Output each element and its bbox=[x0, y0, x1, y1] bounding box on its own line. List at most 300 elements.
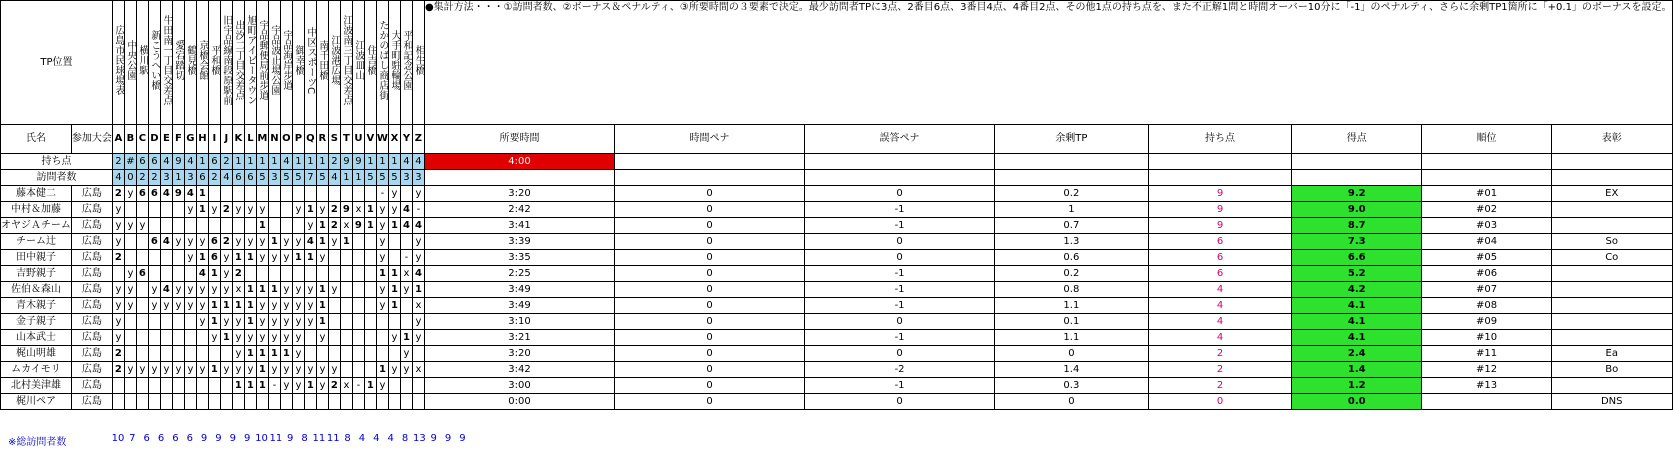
visit-cell bbox=[364, 250, 376, 266]
visit-cell bbox=[136, 314, 148, 330]
visit-cell bbox=[328, 394, 340, 410]
visit-cell: y bbox=[184, 282, 196, 298]
visitors-cell: 2 bbox=[136, 170, 148, 186]
visit-cell bbox=[160, 314, 172, 330]
spot-name-u bbox=[352, 1, 364, 125]
visit-cell: 1 bbox=[244, 346, 256, 362]
visit-cell: 9 bbox=[172, 186, 184, 202]
visit-cell: 4 bbox=[160, 282, 172, 298]
visit-cell bbox=[340, 298, 352, 314]
footer-total-value: 13 bbox=[412, 433, 426, 444]
visit-cell: y bbox=[328, 362, 340, 378]
points-cell: 1 bbox=[256, 154, 268, 170]
visit-cell: 1 bbox=[388, 282, 400, 298]
participant-name: オヤジＡチーム bbox=[1, 218, 72, 234]
visit-cell: 1 bbox=[220, 330, 232, 346]
visit-cell bbox=[220, 218, 232, 234]
visitors-cell: 5 bbox=[316, 170, 328, 186]
participant-name: 佐伯＆森山 bbox=[1, 282, 72, 298]
visit-cell bbox=[364, 234, 376, 250]
visit-cell: y bbox=[124, 282, 136, 298]
footer-total-value: 9 bbox=[444, 433, 452, 444]
points-cell: 2 bbox=[220, 154, 232, 170]
table-row bbox=[1, 378, 1673, 394]
visit-cell: y bbox=[256, 234, 268, 250]
visit-cell bbox=[184, 394, 196, 410]
score-cell: 4.2 bbox=[1292, 282, 1422, 298]
score-cell: 0.0 bbox=[1292, 394, 1422, 410]
time-cell: 2:42 bbox=[424, 202, 614, 218]
visitors-cell: 7 bbox=[304, 170, 316, 186]
spot-name-text: 江波皿山 bbox=[352, 40, 364, 80]
visit-cell bbox=[184, 330, 196, 346]
visit-cell bbox=[328, 266, 340, 282]
points-total-cell: 4 bbox=[1148, 282, 1292, 298]
visit-cell bbox=[400, 314, 412, 330]
spot-name-text: 中区スポーツC bbox=[304, 26, 316, 94]
time-cell: 3:10 bbox=[424, 314, 614, 330]
visit-cell: 4 bbox=[160, 234, 172, 250]
visit-cell bbox=[112, 266, 124, 282]
footer-total-value: 9 bbox=[229, 433, 236, 444]
visit-cell bbox=[352, 266, 364, 282]
blank-cell bbox=[995, 154, 1149, 170]
spot-code-q: Q bbox=[304, 125, 316, 154]
points-cell: 1 bbox=[376, 154, 388, 170]
spot-code-r: R bbox=[316, 125, 328, 154]
visit-cell bbox=[184, 266, 196, 282]
blank-cell bbox=[805, 154, 995, 170]
spot-code-v: V bbox=[364, 125, 376, 154]
time-penalty-cell: 0 bbox=[614, 298, 804, 314]
visit-cell bbox=[124, 250, 136, 266]
table-row bbox=[1, 266, 1673, 282]
time-cell: 3:41 bbox=[424, 218, 614, 234]
footer-totals bbox=[0, 432, 760, 449]
points-total-cell: 0 bbox=[1148, 394, 1292, 410]
visit-cell: 4 bbox=[412, 266, 424, 282]
name-header: 氏名 bbox=[1, 125, 72, 154]
visit-cell: y bbox=[412, 314, 424, 330]
visit-cell bbox=[268, 394, 280, 410]
visit-cell: 1 bbox=[268, 234, 280, 250]
visit-cell: y bbox=[220, 266, 232, 282]
score-cell: 1.4 bbox=[1292, 362, 1422, 378]
visit-cell bbox=[160, 378, 172, 394]
time-cell: 3:49 bbox=[424, 298, 614, 314]
spot-name-text: 牛田南一丁目交差点 bbox=[160, 15, 172, 105]
entry-cell: 広島 bbox=[71, 378, 112, 394]
spot-name-text: 御幸橋 bbox=[292, 45, 304, 75]
spot-name-m bbox=[256, 1, 268, 125]
points-cell: 1 bbox=[364, 154, 376, 170]
footer-total-value: 9 bbox=[287, 433, 294, 444]
award-header: 表彰 bbox=[1551, 125, 1672, 154]
visit-cell: y bbox=[292, 298, 304, 314]
visit-cell: y bbox=[388, 362, 400, 378]
visit-cell: 1 bbox=[220, 298, 232, 314]
visit-cell: y bbox=[112, 234, 124, 250]
visit-cell: 1 bbox=[196, 202, 208, 218]
visitors-cell: 3 bbox=[160, 170, 172, 186]
visit-cell: y bbox=[184, 362, 196, 378]
visit-cell: y bbox=[292, 202, 304, 218]
visit-cell: y bbox=[244, 330, 256, 346]
visit-cell bbox=[136, 202, 148, 218]
table-row bbox=[1, 234, 1673, 250]
spot-name-y bbox=[400, 1, 412, 125]
visit-cell: y bbox=[376, 250, 388, 266]
visit-cell: y bbox=[316, 250, 328, 266]
visit-cell: y bbox=[184, 202, 196, 218]
table-row bbox=[1, 346, 1673, 362]
spot-name-text: 中央公園 bbox=[124, 40, 136, 80]
visit-cell: 1 bbox=[400, 330, 412, 346]
footer-total-value: 8 bbox=[401, 433, 409, 444]
visit-cell bbox=[364, 266, 376, 282]
visit-cell: y bbox=[112, 298, 124, 314]
spot-code-e: E bbox=[160, 125, 172, 154]
visit-cell: 1 bbox=[268, 346, 280, 362]
wrong-penalty-cell: -1 bbox=[805, 202, 995, 218]
footer-total-value: 10 bbox=[255, 433, 268, 444]
participant-name: ムカイモリ bbox=[1, 362, 72, 378]
visit-cell: y bbox=[304, 282, 316, 298]
visit-cell: y bbox=[376, 202, 388, 218]
table-row bbox=[1, 282, 1673, 298]
visit-cell bbox=[172, 330, 184, 346]
visit-cell: y bbox=[148, 282, 160, 298]
spot-name-v bbox=[364, 1, 376, 125]
visit-cell bbox=[160, 202, 172, 218]
visit-cell: y bbox=[124, 218, 136, 234]
rank-cell: #09 bbox=[1422, 314, 1552, 330]
footer-total-value: 9 bbox=[430, 433, 437, 444]
score-cell: 1.2 bbox=[1292, 378, 1422, 394]
spot-name-text: 京橋会館 bbox=[196, 40, 208, 80]
visit-cell bbox=[160, 330, 172, 346]
visit-cell bbox=[196, 346, 208, 362]
spot-name-d bbox=[148, 1, 160, 125]
visit-cell: 1 bbox=[412, 282, 424, 298]
spot-name-text: たかのばし商店街 bbox=[376, 20, 388, 100]
visit-cell: y bbox=[316, 202, 328, 218]
participant-name: 吉野親子 bbox=[1, 266, 72, 282]
visit-cell: 6 bbox=[208, 250, 220, 266]
participant-name: 梶山明雄 bbox=[1, 346, 72, 362]
visit-cell bbox=[340, 394, 352, 410]
visit-cell bbox=[364, 298, 376, 314]
spot-name-c bbox=[136, 1, 148, 125]
visit-cell: y bbox=[280, 282, 292, 298]
visit-cell: y bbox=[412, 186, 424, 202]
visitors-cell: 3 bbox=[268, 170, 280, 186]
points-cell: 4 bbox=[160, 154, 172, 170]
blank-cell bbox=[614, 170, 804, 186]
table-row bbox=[1, 314, 1673, 330]
visit-cell bbox=[136, 234, 148, 250]
visit-cell: 1 bbox=[196, 186, 208, 202]
visit-cell bbox=[328, 314, 340, 330]
spot-name-text: 南千田橋 bbox=[316, 40, 328, 80]
visit-cell bbox=[388, 394, 400, 410]
visit-cell bbox=[184, 314, 196, 330]
visit-cell: 1 bbox=[376, 362, 388, 378]
visit-cell bbox=[352, 314, 364, 330]
visit-cell bbox=[376, 330, 388, 346]
visit-cell: x bbox=[232, 282, 244, 298]
visit-cell: 1 bbox=[364, 378, 376, 394]
visit-cell: y bbox=[136, 218, 148, 234]
visit-cell bbox=[280, 394, 292, 410]
visit-cell bbox=[136, 394, 148, 410]
visit-cell bbox=[172, 218, 184, 234]
footer-label: ※総訪問者数 bbox=[8, 437, 67, 448]
rank-cell: #04 bbox=[1422, 234, 1552, 250]
spot-name-text: 宇品郵便局前歩道 bbox=[256, 20, 268, 100]
visit-cell bbox=[160, 218, 172, 234]
visit-cell: y bbox=[184, 250, 196, 266]
visit-cell: 1 bbox=[340, 234, 352, 250]
visit-cell: 1 bbox=[316, 282, 328, 298]
spot-name-k bbox=[232, 1, 244, 125]
spot-code-j: J bbox=[220, 125, 232, 154]
table-row bbox=[1, 362, 1673, 378]
visit-cell bbox=[136, 346, 148, 362]
spot-code-l: L bbox=[244, 125, 256, 154]
visit-cell bbox=[304, 330, 316, 346]
visit-cell: y bbox=[388, 186, 400, 202]
visitors-cell: 4 bbox=[328, 170, 340, 186]
visit-cell bbox=[208, 186, 220, 202]
points-cell: 4 bbox=[412, 154, 424, 170]
time-penalty-cell: 0 bbox=[614, 314, 804, 330]
visit-cell: 6 bbox=[148, 186, 160, 202]
visit-cell: y bbox=[292, 378, 304, 394]
visit-cell bbox=[388, 378, 400, 394]
visit-cell: y bbox=[376, 234, 388, 250]
visit-cell bbox=[304, 266, 316, 282]
visit-cell: 1 bbox=[208, 298, 220, 314]
entry-cell: 広島 bbox=[71, 234, 112, 250]
visit-cell bbox=[196, 330, 208, 346]
visit-cell: x bbox=[400, 266, 412, 282]
visitors-cell: 5 bbox=[376, 170, 388, 186]
visit-cell bbox=[232, 218, 244, 234]
spot-name-text: 旧宇品線南段原駅前 bbox=[220, 15, 232, 105]
visit-cell bbox=[148, 266, 160, 282]
visit-cell: 6 bbox=[208, 234, 220, 250]
visitors-cell: 1 bbox=[172, 170, 184, 186]
footer-total-value: 4 bbox=[387, 433, 394, 444]
visit-cell bbox=[184, 378, 196, 394]
visit-cell: y bbox=[244, 362, 256, 378]
visit-cell: y bbox=[112, 330, 124, 346]
visit-cell: 4 bbox=[160, 186, 172, 202]
visit-cell bbox=[328, 330, 340, 346]
points-cell: 6 bbox=[208, 154, 220, 170]
visit-cell: y bbox=[136, 362, 148, 378]
visit-cell: - bbox=[352, 378, 364, 394]
visit-cell bbox=[124, 394, 136, 410]
visit-cell: y bbox=[268, 298, 280, 314]
visit-cell: y bbox=[196, 314, 208, 330]
entry-cell: 広島 bbox=[71, 250, 112, 266]
visit-cell bbox=[112, 394, 124, 410]
visit-cell: 2 bbox=[232, 266, 244, 282]
points-total-cell: 4 bbox=[1148, 330, 1292, 346]
spot-code-i: I bbox=[208, 125, 220, 154]
visit-cell bbox=[304, 394, 316, 410]
blank-cell bbox=[1551, 170, 1672, 186]
table-row bbox=[1, 186, 1673, 202]
participant-name: 梶川ペア bbox=[1, 394, 72, 410]
visit-cell: 4 bbox=[400, 218, 412, 234]
spot-name-e bbox=[160, 1, 172, 125]
spot-code-u: U bbox=[352, 125, 364, 154]
visit-cell: 1 bbox=[364, 218, 376, 234]
entry-cell: 広島 bbox=[71, 314, 112, 330]
entry-cell: 広島 bbox=[71, 186, 112, 202]
visit-cell bbox=[316, 346, 328, 362]
spot-name-j bbox=[220, 1, 232, 125]
spot-code-z: Z bbox=[412, 125, 424, 154]
visit-cell bbox=[280, 218, 292, 234]
points-cell: 4 bbox=[400, 154, 412, 170]
spot-name-o bbox=[280, 1, 292, 125]
footer-total-value: 8 bbox=[344, 433, 351, 444]
visit-cell: 1 bbox=[364, 202, 376, 218]
visit-cell: y bbox=[292, 282, 304, 298]
visit-cell bbox=[364, 394, 376, 410]
visit-cell bbox=[220, 186, 232, 202]
spot-name-h bbox=[196, 1, 208, 125]
points-total-cell: 9 bbox=[1148, 202, 1292, 218]
spot-code-f: F bbox=[172, 125, 184, 154]
wrong-penalty-cell: 0 bbox=[805, 234, 995, 250]
points-header: 持ち点 bbox=[1148, 125, 1292, 154]
visitors-cell: 6 bbox=[244, 170, 256, 186]
visit-cell bbox=[160, 346, 172, 362]
visitors-cell: 0 bbox=[124, 170, 136, 186]
points-cell: 1 bbox=[244, 154, 256, 170]
visit-cell bbox=[124, 202, 136, 218]
award-cell: DNS bbox=[1551, 394, 1672, 410]
visit-cell bbox=[268, 186, 280, 202]
spot-name-f bbox=[172, 1, 184, 125]
time-cell: 0:00 bbox=[424, 394, 614, 410]
spot-name-text: 宇品波止場公園 bbox=[268, 25, 280, 95]
surplus-cell: 0 bbox=[995, 346, 1149, 362]
visit-cell: y bbox=[172, 282, 184, 298]
visit-cell bbox=[316, 186, 328, 202]
visit-cell bbox=[376, 394, 388, 410]
visit-cell: x bbox=[340, 218, 352, 234]
blank-cell bbox=[1292, 154, 1422, 170]
spot-code-n: N bbox=[268, 125, 280, 154]
rank-cell: #12 bbox=[1422, 362, 1552, 378]
participant-name: 北村美津雄 bbox=[1, 378, 72, 394]
spot-name-x bbox=[388, 1, 400, 125]
visit-cell: y bbox=[292, 234, 304, 250]
visit-cell bbox=[172, 314, 184, 330]
table-row bbox=[1, 250, 1673, 266]
visitors-cell: 1 bbox=[340, 170, 352, 186]
footer-total-value: 9 bbox=[459, 433, 466, 444]
spot-name-text: 住吉橋 bbox=[364, 45, 376, 75]
visit-cell: 4 bbox=[412, 218, 424, 234]
wrong-penalty-cell: -1 bbox=[805, 282, 995, 298]
spot-name-text: 鶴見橋 bbox=[184, 45, 196, 75]
award-cell bbox=[1551, 282, 1672, 298]
footer-total-value: 6 bbox=[157, 433, 165, 444]
visit-cell bbox=[244, 394, 256, 410]
visit-cell: 1 bbox=[208, 314, 220, 330]
visit-cell: 9 bbox=[352, 218, 364, 234]
visit-cell: y bbox=[376, 298, 388, 314]
visitors-cell: 5 bbox=[256, 170, 268, 186]
spot-name-text: 出汐二丁目交差点 bbox=[232, 20, 244, 100]
wrong-penalty-cell: 0 bbox=[805, 346, 995, 362]
entry-cell: 広島 bbox=[71, 282, 112, 298]
wrong-penalty-header: 誤答ペナ bbox=[805, 125, 995, 154]
visit-cell bbox=[148, 314, 160, 330]
score-header: 得点 bbox=[1292, 125, 1422, 154]
spot-code-k: K bbox=[232, 125, 244, 154]
visit-cell: x bbox=[412, 362, 424, 378]
spot-name-text: 江波港広場 bbox=[328, 35, 340, 85]
points-total-cell: 9 bbox=[1148, 218, 1292, 234]
visit-cell bbox=[232, 394, 244, 410]
visit-cell bbox=[352, 298, 364, 314]
visit-cell: y bbox=[232, 202, 244, 218]
visit-cell: y bbox=[124, 266, 136, 282]
visit-cell: 4 bbox=[196, 266, 208, 282]
points-cell: 1 bbox=[268, 154, 280, 170]
surplus-cell: 0.1 bbox=[995, 314, 1149, 330]
participant-name: 中村＆加藤 bbox=[1, 202, 72, 218]
wrong-penalty-cell: -1 bbox=[805, 266, 995, 282]
points-cell: 1 bbox=[292, 154, 304, 170]
visitors-cell: 5 bbox=[280, 170, 292, 186]
visit-cell: y bbox=[124, 186, 136, 202]
visit-cell: 2 bbox=[328, 218, 340, 234]
visit-cell: 1 bbox=[292, 250, 304, 266]
spot-name-q bbox=[304, 1, 316, 125]
surplus-cell: 0.6 bbox=[995, 250, 1149, 266]
visit-cell: y bbox=[112, 202, 124, 218]
footer-total-value: 4 bbox=[373, 433, 380, 444]
score-cell: 2.4 bbox=[1292, 346, 1422, 362]
visit-cell: y bbox=[208, 330, 220, 346]
points-cell: 9 bbox=[172, 154, 184, 170]
visit-cell: y bbox=[400, 346, 412, 362]
visit-cell bbox=[196, 394, 208, 410]
participant-name: 山本武士 bbox=[1, 330, 72, 346]
points-total-cell: 9 bbox=[1148, 186, 1292, 202]
spot-name-text: 愛宕踏切 bbox=[172, 40, 184, 80]
blank-cell bbox=[424, 170, 614, 186]
visit-cell: 1 bbox=[304, 250, 316, 266]
time-cell: 3:20 bbox=[424, 346, 614, 362]
visit-cell: y bbox=[292, 346, 304, 362]
award-cell: So bbox=[1551, 234, 1672, 250]
visit-cell bbox=[376, 346, 388, 362]
visit-cell bbox=[208, 346, 220, 362]
visit-cell: 1 bbox=[256, 362, 268, 378]
footer-total-value: 6 bbox=[143, 433, 150, 444]
visit-cell bbox=[340, 266, 352, 282]
